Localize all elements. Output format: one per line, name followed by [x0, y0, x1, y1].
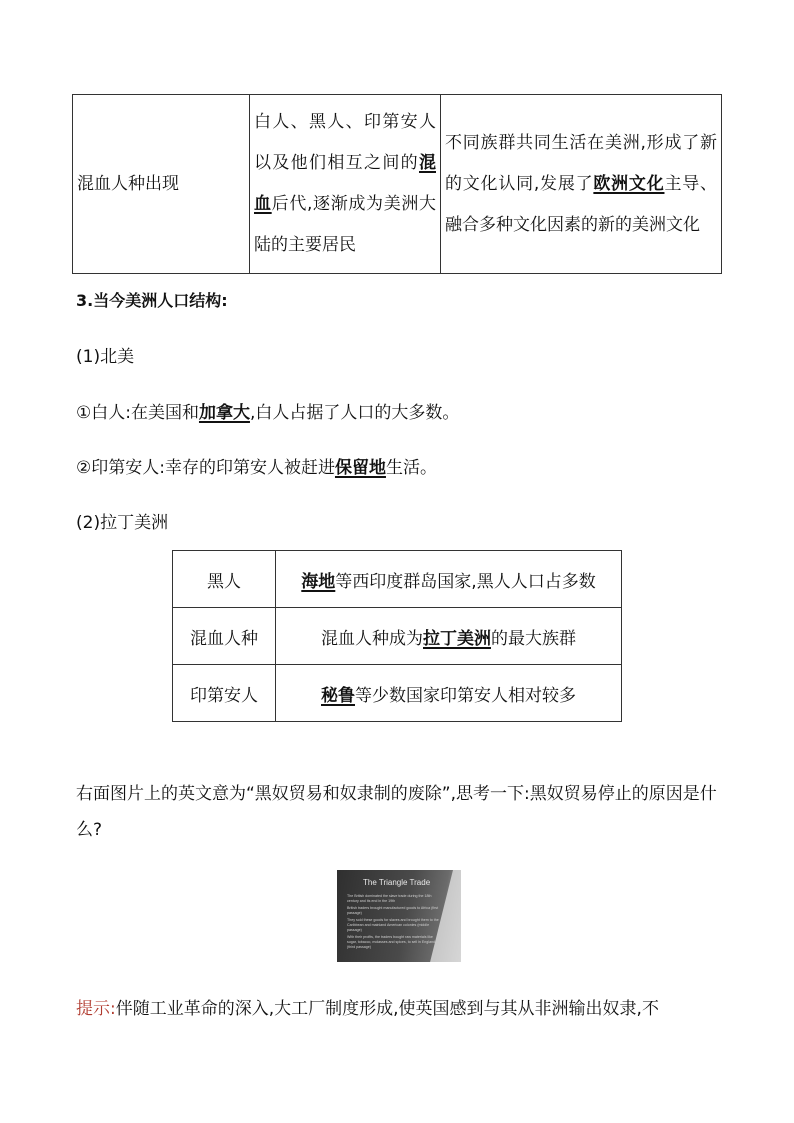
keyword-underlined: 欧洲文化	[593, 173, 665, 194]
latin-america-table	[172, 550, 622, 722]
item-text: ,白人占据了人口的大多数。	[249, 403, 460, 423]
image-bullet: With their profits, the traders bought raw materials like sugar, tobacco, molasses and spices, to sell in England (third passage)	[347, 935, 436, 949]
triangle-trade-image	[337, 870, 461, 962]
cell-text: 等西印度群岛国家,黑人人口占多数	[335, 571, 596, 592]
table-row	[173, 665, 622, 722]
hint-text: 伴随工业革命的深入,大工厂制度形成,使英国感到与其从非洲输出奴隶,不	[115, 999, 659, 1019]
keyword-underlined: 保留地	[334, 458, 386, 478]
item-text: 生活。	[385, 458, 437, 478]
subheading-north-america: (1)北美	[76, 347, 135, 367]
table-row	[173, 551, 622, 608]
image-bullet: The British dominated the slave trade during the 18th century and its end in the 19th	[347, 894, 432, 903]
keyword-underlined: 秘鲁	[321, 685, 355, 706]
hint-label: 提示:	[76, 999, 116, 1019]
table-row	[173, 608, 622, 665]
image-bullet: They sold these goods for slaves and brought them to the Caribbean and mainland American colonies (middle passage)	[347, 918, 439, 932]
cell-text: 混血人种成为	[321, 628, 423, 649]
table-cell-impact	[441, 95, 722, 274]
table-value	[276, 665, 622, 722]
table-value	[276, 608, 622, 665]
table-cell-description	[250, 95, 441, 274]
cell-text: 不同族群共同生活在美洲,形成了新的文化认同,发展了	[445, 132, 717, 194]
table-cell-category	[73, 95, 250, 274]
list-item	[76, 398, 459, 423]
hint-line	[76, 994, 659, 1019]
item-text: ①白人:在美国和	[76, 403, 199, 423]
table-key: 混血人种	[173, 608, 276, 665]
category-text: 混血人种出现	[77, 173, 179, 194]
keyword-underlined: 拉丁美洲	[423, 628, 491, 649]
cell-text: 的最大族群	[491, 628, 576, 649]
image-bullet-list	[347, 894, 443, 952]
keyword-underlined: 混血	[254, 153, 436, 214]
image-bullet: British traders brought manufactured goods to Africa (first passage)	[347, 906, 439, 915]
list-item	[76, 453, 437, 478]
table-row	[73, 95, 722, 274]
subheading-latin-america: (2)拉丁美洲	[76, 513, 169, 533]
keyword-underlined: 加拿大	[198, 403, 250, 423]
cell-text: 白人、黑人、印第安人以及他们相互之间的	[254, 112, 436, 173]
section-heading: 3.当今美洲人口结构:	[76, 291, 228, 310]
table-value	[276, 551, 622, 608]
cell-text: 等少数国家印第安人相对较多	[355, 685, 576, 706]
keyword-underlined: 海地	[301, 571, 336, 592]
mixed-race-table	[72, 94, 722, 274]
cell-text: 后代,逐渐成为美洲大陆的主要居民	[254, 194, 437, 255]
cell-text: 主导、融合多种文化因素的新的美洲文化	[445, 173, 718, 235]
question-paragraph: 右面图片上的英文意为“黑奴贸易和奴隶制的废除”,思考一下:黑奴贸易停止的原因是什么?	[76, 784, 717, 840]
table-key: 印第安人	[173, 665, 276, 722]
table-key: 黑人	[173, 551, 276, 608]
item-text: ②印第安人:幸存的印第安人被赶进	[76, 458, 335, 478]
image-title: The Triangle Trade	[363, 878, 431, 887]
